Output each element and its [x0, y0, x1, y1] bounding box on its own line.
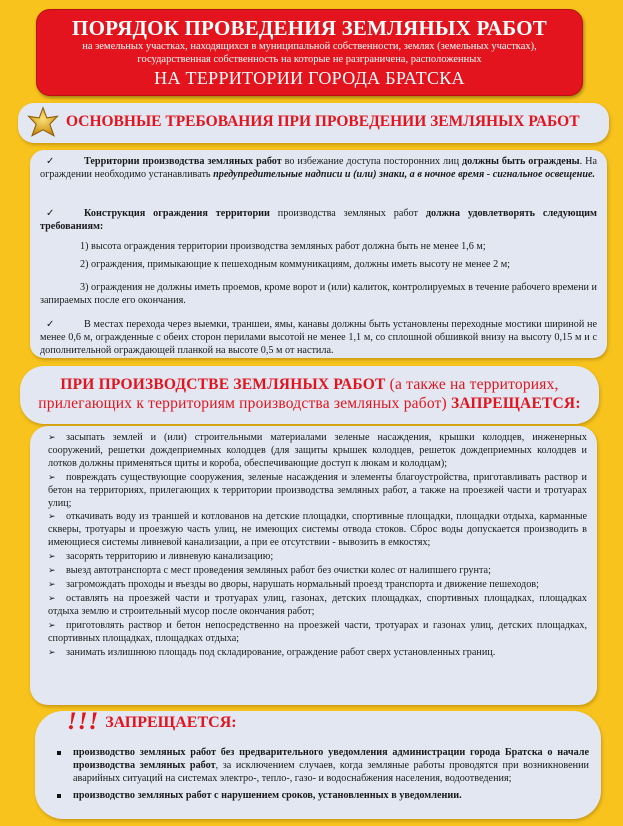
forbidden-header — [20, 366, 599, 424]
final-title: !!! ЗАПРЕЩАЕТСЯ: — [67, 708, 237, 735]
arrow-bullet-icon: ➢ — [48, 578, 56, 589]
exclamation-marks: !!! — [67, 708, 100, 735]
list-item: ➢ загромождать проходы и въезды во дворы, нарушать нормальный проезд транспорта и движение пешеходов; — [48, 578, 539, 590]
arrow-bullet-icon: ➢ — [48, 592, 56, 603]
requirement-fencing: ✓ Территории производства земляных работ во избежание доступа посторонних лиц должны быть ограждены. На ограждении необходимо устанавливать предупредительные надписи и (или) знаки, а в ночное время - сигнальное освещение. — [40, 156, 597, 181]
list-item: ➢ засорять территорию и ливневую канализацию; — [48, 551, 274, 563]
requirement-construction: ✓ Конструкция ограждения территории производства земляных работ должна удовлетворять следующим требованиям: — [40, 208, 597, 233]
arrow-bullet-icon: ➢ — [48, 471, 56, 482]
list-item: ➢ выезд автотранспорта с мест проведения земляных работ без очистки колес от налипшего грунта; — [48, 565, 491, 577]
list-item: ➢ приготовлять раствор и бетон непосредственно на проезжей части, тротуарах и газонах улиц, детских площадках, спортивных площадках, площадках отдыха; — [48, 619, 587, 644]
final-list — [57, 746, 589, 806]
requirements-panel — [30, 150, 607, 358]
page-subtitle: на земельных участках, находящихся в муниципальной собственности, землях (земельных участках), государственная собственность на которые не разграничена, расположенных — [82, 41, 537, 65]
forbidden-header-text: ПРИ ПРОИЗВОДСТВЕ ЗЕМЛЯНЫХ РАБОТ (а также на территориях, прилегающих к территориям производства земляных работ) ЗАПРЕЩАЕТСЯ: — [38, 376, 581, 412]
arrow-bullet-icon: ➢ — [48, 432, 56, 442]
star-icon — [26, 106, 60, 140]
requirement-item-3: 3) ограждения не должны иметь проемов, кроме ворот и (или) калиток, контролируемых в течение рабочего времени и запираемых после его окончания. — [40, 282, 597, 307]
arrow-bullet-icon: ➢ — [48, 646, 56, 657]
page-title: ПОРЯДОК ПРОВЕДЕНИЯ ЗЕМЛЯНЫХ РАБОТ — [72, 16, 547, 40]
arrow-bullet-icon: ➢ — [48, 565, 56, 576]
list-item: ➢ повреждать существующие сооружения, зеленые насаждения и элементы благоустройства, приготавливать раствор и бетон на территориях, прилегающих к территории производства земляных работ, а также на проезжей части и тротуарах улиц; — [48, 471, 587, 509]
location-title: НА ТЕРРИТОРИИ ГОРОДА БРАТСКА — [154, 68, 465, 88]
arrow-bullet-icon: ➢ — [48, 619, 56, 630]
arrow-bullet-icon: ➢ — [48, 551, 56, 562]
list-item: производство земляных работ без предварительного уведомления администрации города Братска о начале производства земляных работ, за исключением случаев, когда земляные работы проводятся при возникновении аварийных ситуаций на системах электро-, тепло-, газо- и водоснабжения населения, водоотведения; — [57, 746, 589, 785]
list-item: ➢ засыпать землей и (или) строительными материалами зеленые насаждения, крышки колодцев, инженерных сооружений, решетки дождеприемных колодцев (для защиты крышек колодцев, решеток дождеприемных колодцев и лотков должны применяться щиты и короба, обеспечивающие доступ к люкам и колодцам); — [48, 432, 587, 469]
list-item: ➢ занимать излишнюю площадь под складирование, ограждение работ сверх установленных границ. — [48, 646, 496, 658]
list-item: ➢ оставлять на проезжей части и тротуарах улиц, газонах, детских площадках, спортивных площадках, площадках отдыха землю и строительный мусор после окончания работ; — [48, 592, 587, 617]
forbidden-panel — [30, 426, 597, 705]
final-prohibitions-panel — [35, 708, 601, 819]
check-icon: ✓ — [46, 156, 55, 167]
bullet-icon — [57, 751, 61, 755]
arrow-bullet-icon: ➢ — [48, 511, 56, 522]
requirement-bridges: ✓ В местах перехода через выемки, траншеи, ямы, канавы должны быть установлены переходные мостики шириной не менее 0,6 м, огражденные с обеих сторон перилами высотой не менее 1,1 м, со сплошной обшивкой внизу на высоту 0,15 м и с дополнительной ограждающей планкой на высоте 0,5 м от настила. — [40, 319, 597, 357]
list-item: производство земляных работ с нарушением сроков, установленных в уведомлении. — [57, 789, 589, 802]
requirement-item-1: 1) высота ограждения территории производства земляных работ должна быть не менее 1,6 м; — [80, 241, 486, 252]
list-item: ➢ откачивать воду из траншей и котлованов на детские площадки, спортивные площадки, площадки отдыха, карманные скверы, тротуары и проезжую часть улиц, не имеющих системы отвода стоков. Сброс воды допускается производить в имеющиеся системы ливневой канализации, а при ее отсутствии - вывозить в емкостях; — [48, 511, 587, 549]
header-banner — [36, 9, 583, 96]
check-icon: ✓ — [46, 319, 55, 330]
check-icon: ✓ — [46, 208, 55, 219]
requirement-item-2: 2) ограждения, примыкающие к пешеходным коммуникациям, должны иметь высоту не менее 2 м; — [80, 259, 510, 270]
requirements-title: ОСНОВНЫЕ ТРЕБОВАНИЯ ПРИ ПРОВЕДЕНИИ ЗЕМЛЯНЫХ РАБОТ — [66, 113, 580, 130]
requirements-header — [18, 103, 609, 143]
bullet-icon — [57, 794, 61, 798]
forbidden-list — [48, 431, 587, 659]
